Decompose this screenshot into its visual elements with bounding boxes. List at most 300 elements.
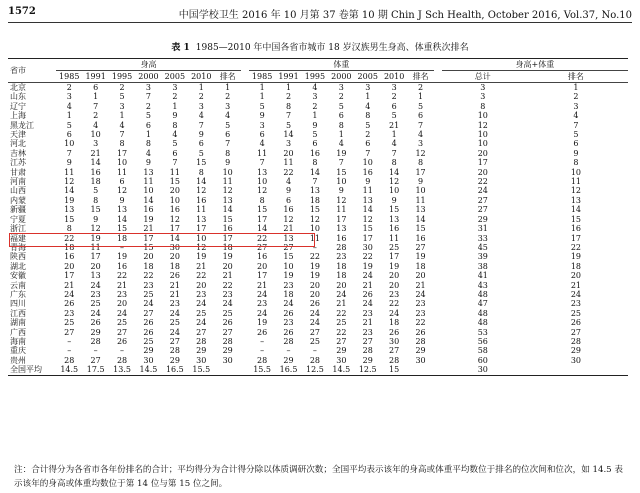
spacer [434, 328, 442, 337]
rank-cell: 30 [143, 355, 154, 365]
rank-cell: 24 [415, 289, 426, 299]
rank-cell: 8 [285, 101, 292, 111]
spacer [434, 215, 442, 224]
rank-cell: 15 [336, 167, 347, 177]
rank-cell: 10 [477, 130, 488, 140]
rank-cell: 28 [570, 336, 581, 346]
rank-cell: 4 [66, 101, 72, 111]
rank-cell: 27 [389, 346, 400, 356]
rank-cell: 1 [573, 83, 579, 92]
rank-cell: 12.5 [355, 365, 381, 375]
rank-cell: 24 [90, 280, 101, 290]
spacer [241, 346, 249, 355]
table-row [8, 177, 628, 186]
rank-cell: 2 [391, 92, 397, 102]
rank-cell: 22 [196, 271, 207, 281]
rank-cell: 23 [143, 280, 154, 290]
province-name: 福建 [10, 233, 26, 243]
rank-cell: 19 [570, 252, 581, 262]
rank-cell: 9 [198, 130, 204, 140]
province-name: 云南 [10, 280, 26, 290]
rank-cell: 5 [172, 139, 178, 149]
weight-col-header: 排名 [407, 71, 433, 83]
table-row [8, 168, 628, 177]
rank-cell: 7 [66, 148, 72, 158]
rank-cell: 6 [391, 101, 397, 111]
rank-cell: 23 [362, 327, 373, 337]
rank-cell: 9 [573, 148, 579, 158]
rank-cell: 17 [116, 148, 128, 158]
rank-cell: 27 [116, 327, 128, 337]
rank-cell: 4 [198, 111, 204, 121]
rank-cell: 4 [573, 111, 579, 121]
highlight-box-neimeng [9, 233, 315, 247]
rank-cell: 3 [66, 92, 72, 102]
combined-col-header: 排名 [524, 71, 628, 83]
rank-cell: 5 [365, 120, 371, 130]
spacer [241, 158, 249, 167]
spacer [434, 139, 442, 148]
spacer [434, 149, 442, 158]
rank-cell: 6 [259, 130, 265, 140]
rank-cell: 6 [93, 83, 99, 92]
rank-cell: 13 [90, 271, 101, 281]
rank-cell: 14 [116, 214, 128, 224]
rank-cell: 2 [418, 83, 424, 92]
rank-cell: 11 [415, 195, 426, 205]
rank-cell: 9 [365, 177, 371, 187]
rank-cell: 12 [389, 177, 400, 187]
rank-cell: 14 [64, 186, 75, 196]
rank-cell: 3 [480, 83, 486, 92]
rank-cell: 4 [259, 139, 265, 149]
height-col-header: 2000 [135, 71, 161, 83]
rank-cell: 16 [309, 148, 321, 158]
rank-cell: 11 [64, 167, 75, 177]
rank-cell: 23 [415, 308, 426, 318]
rank-cell: 3 [418, 139, 424, 149]
rank-cell: 21 [196, 261, 207, 271]
rank-cell: 5 [338, 101, 344, 111]
rank-cell: 60 [477, 355, 488, 365]
rank-cell: 23 [415, 299, 426, 309]
rank-cell: 26 [389, 327, 400, 337]
rank-cell [407, 365, 433, 375]
rank-cell: 19 [64, 195, 75, 205]
rank-cell: 22 [336, 308, 347, 318]
table-row [8, 346, 628, 355]
rank-cell: 21 [570, 280, 581, 290]
rank-cell: 10 [389, 186, 400, 196]
rank-cell: 8 [418, 158, 424, 168]
spacer [434, 365, 442, 375]
rank-cell: 4 [312, 83, 318, 92]
rank-cell: 16 [389, 224, 400, 234]
rank-cell: 25 [196, 308, 207, 318]
rank-cell: 1 [172, 101, 178, 111]
province-name: 内蒙 [10, 195, 26, 205]
rank-cell: 16 [169, 205, 180, 215]
rank-cell [524, 365, 628, 375]
rank-cell: 8 [365, 111, 371, 121]
rank-cell: 9 [172, 111, 178, 121]
rank-cell: 12 [415, 148, 426, 158]
rank-cell: 5 [312, 130, 318, 140]
rank-cell: 3 [172, 83, 178, 92]
spacer [434, 299, 442, 308]
rank-cell: 21 [389, 120, 400, 130]
rank-cell: 12 [336, 195, 347, 205]
province-name: 广西 [10, 327, 26, 337]
province-name: 四川 [10, 299, 26, 309]
rank-cell: 15 [362, 224, 373, 234]
spacer [434, 130, 442, 139]
rank-cell: 17 [143, 233, 154, 243]
rank-cell: 13 [389, 214, 400, 224]
rank-cell: 20 [169, 252, 180, 262]
rank-cell: 18 [309, 195, 321, 205]
rank-cell: 2 [198, 92, 204, 102]
rank-cell: 27 [283, 242, 294, 252]
rank-cell: 14.5 [135, 365, 161, 375]
rank-cell: 26 [222, 318, 233, 328]
rank-cell: 26 [257, 327, 268, 337]
rank-cell: 7 [259, 158, 265, 168]
rank-cell: 17 [570, 233, 581, 243]
rank-cell: 10 [196, 233, 207, 243]
rank-cell: 22 [143, 271, 154, 281]
spacer [241, 149, 249, 158]
rank-cell: 10 [415, 186, 426, 196]
table-row [8, 121, 628, 130]
rank-cell: 26 [362, 289, 373, 299]
rank-cell: 23 [116, 289, 128, 299]
rank-cell: 15 [90, 205, 101, 215]
rank-cell: 28 [415, 336, 426, 346]
rank-cell: 30 [415, 355, 426, 365]
combined-group-header: 身高+体重 [442, 59, 628, 71]
rank-cell: – [67, 346, 72, 356]
rank-cell: 2 [365, 130, 371, 140]
rank-cell: 13 [283, 233, 294, 243]
header-row-years [8, 71, 628, 83]
rank-cell: 26 [116, 336, 128, 346]
rank-cell: 22 [389, 299, 400, 309]
rank-cell: 7 [172, 158, 178, 168]
rank-cell: 15 [570, 214, 581, 224]
spacer [241, 205, 249, 214]
spacer [434, 196, 442, 205]
rank-cell: 29 [143, 346, 154, 356]
rank-cell: 12 [257, 186, 268, 196]
rank-cell: 15 [222, 214, 233, 224]
rank-cell: 9 [285, 186, 292, 196]
rank-cell: 15 [64, 214, 75, 224]
table-row [8, 337, 628, 346]
rank-cell: 21 [169, 280, 180, 290]
rank-cell: 27 [362, 336, 373, 346]
spacer [434, 205, 442, 214]
rank-cell: 3 [312, 92, 318, 102]
province-header: 省市 [8, 59, 56, 83]
rank-cell: 4 [285, 177, 292, 187]
rank-cell: 17 [477, 158, 488, 168]
rank-cell: 16 [570, 224, 581, 234]
height-col-header: 1995 [109, 71, 135, 83]
rank-cell: 14 [415, 214, 426, 224]
rank-cell: 15 [143, 242, 154, 252]
rank-cell: 29 [90, 327, 101, 337]
spacer [241, 290, 249, 299]
rank-cell: 21 [257, 280, 268, 290]
table-row [8, 309, 628, 318]
rank-cell: 14 [169, 233, 180, 243]
rank-cell: 15 [196, 158, 207, 168]
rank-cell: 27 [309, 327, 321, 337]
rank-cell: 14.5 [56, 365, 82, 375]
rank-cell: 12 [196, 186, 207, 196]
rank-cell: 56 [477, 336, 488, 346]
rank-cell: 24 [477, 186, 488, 196]
province-name: 湖北 [10, 261, 26, 271]
spacer [241, 71, 249, 83]
rank-cell: 16 [222, 224, 233, 234]
rank-cell: 13 [570, 195, 581, 205]
rank-cell: 48 [477, 308, 488, 318]
rank-cell: 7 [391, 148, 397, 158]
spacer [241, 365, 249, 375]
rank-cell: – [93, 346, 98, 356]
rank-cell: 8 [259, 195, 265, 205]
province-name: 广东 [10, 289, 26, 299]
rank-cell: 10 [283, 261, 294, 271]
rank-cell: 4 [225, 111, 231, 121]
rank-cell: 27 [196, 327, 207, 337]
rank-cell: 9 [312, 120, 318, 130]
rank-cell: 1 [225, 83, 231, 92]
rank-cell: 11 [222, 177, 233, 187]
rank-cell: 12 [169, 214, 180, 224]
rank-cell: 16 [283, 205, 294, 215]
rank-cell: 21 [362, 280, 373, 290]
rank-cell: 16 [415, 233, 426, 243]
rank-cell: 11 [389, 233, 400, 243]
rank-cell: 22 [116, 271, 128, 281]
rank-cell: 9 [145, 158, 151, 168]
rank-cell: 28 [90, 336, 101, 346]
rank-cell: 21 [143, 224, 154, 234]
rank-cell: 27 [90, 355, 101, 365]
rank-cell: 18 [415, 261, 426, 271]
rank-cell: 6 [418, 111, 424, 121]
table-row [8, 290, 628, 299]
rank-cell: 2 [285, 92, 292, 102]
rank-cell: 15 [309, 205, 321, 215]
spacer [241, 168, 249, 177]
rank-cell: 12 [116, 186, 128, 196]
rank-cell: 24 [362, 299, 373, 309]
rank-cell: 22 [257, 233, 268, 243]
rank-cell: 24 [64, 289, 75, 299]
rank-cell: 25 [143, 289, 154, 299]
table-row [8, 205, 628, 214]
spacer [434, 309, 442, 318]
rank-cell: 13 [336, 224, 347, 234]
spacer [434, 83, 442, 93]
spacer [241, 299, 249, 308]
rank-cell: 16 [196, 195, 207, 205]
rank-cell: 27 [64, 327, 75, 337]
rank-cell: 2 [93, 111, 99, 121]
rank-cell: 30 [389, 336, 400, 346]
rank-cell: – [120, 346, 125, 356]
rank-cell: 12 [477, 120, 488, 130]
rank-cell: 15 [415, 224, 426, 234]
rank-cell: 19 [283, 271, 294, 281]
rank-cell: 29 [415, 346, 426, 356]
spacer [434, 252, 442, 261]
rank-cell: 22 [477, 177, 488, 187]
spacer [434, 290, 442, 299]
rank-cell: 28 [196, 336, 207, 346]
rank-cell: 24 [222, 299, 233, 309]
rank-cell: 10 [222, 167, 233, 177]
rank-cell: 17 [415, 167, 426, 177]
spacer [241, 318, 249, 327]
table-row [8, 158, 628, 167]
rank-cell: 17 [64, 271, 75, 281]
rank-cell: 20 [64, 261, 75, 271]
height-col-header: 2010 [188, 71, 214, 83]
rank-cell: 47 [477, 299, 488, 309]
table-row [8, 149, 628, 158]
rank-cell: 33 [477, 233, 488, 243]
rank-cell: 11 [362, 186, 373, 196]
rank-cell: 24 [143, 299, 154, 309]
rank-cell: 3 [285, 139, 292, 149]
rank-cell: 28 [389, 355, 400, 365]
rank-cell: 23 [283, 318, 294, 328]
rank-cell: 19 [116, 252, 128, 262]
rank-cell: 12 [90, 224, 101, 234]
rank-cell: 20 [196, 280, 207, 290]
weight-col-header: 1991 [275, 71, 301, 83]
rank-cell: 1 [145, 130, 151, 140]
rank-cell: 3 [259, 120, 265, 130]
rank-cell: – [286, 346, 291, 356]
rank-cell: 14 [196, 177, 207, 187]
spacer [241, 271, 249, 280]
table-row [8, 186, 628, 195]
rank-cell: 7 [285, 111, 292, 121]
rank-cell: 13 [64, 205, 75, 215]
rank-cell: 20 [415, 271, 426, 281]
rank-cell: 1 [198, 83, 204, 92]
rank-cell: 18 [222, 242, 233, 252]
rank-cell: 26 [283, 308, 294, 318]
rank-cell: 19 [336, 148, 347, 158]
rank-cell: 23 [90, 289, 101, 299]
rank-cell: 28 [362, 346, 373, 356]
rank-cell: 53 [477, 327, 488, 337]
rank-cell: 9 [338, 186, 344, 196]
rank-cell: 7 [145, 92, 151, 102]
rank-cell: 28 [283, 336, 294, 346]
rank-cell: 22 [570, 242, 581, 252]
rank-cell: 25 [90, 299, 101, 309]
rank-cell: 29 [196, 346, 207, 356]
spacer [241, 111, 249, 120]
rank-cell: 4 [119, 120, 125, 130]
rank-cell: 13 [362, 195, 373, 205]
rank-cell: 20 [309, 289, 321, 299]
rank-cell: 26 [64, 299, 75, 309]
rank-cell: 16 [90, 167, 101, 177]
rank-cell: 16.5 [275, 365, 301, 375]
province-name: 陕西 [10, 252, 26, 262]
rank-cell: 6 [285, 195, 292, 205]
rank-cell: 48 [477, 318, 488, 328]
spacer [434, 243, 442, 252]
rank-cell: 3 [93, 139, 99, 149]
rank-cell: 23 [169, 299, 180, 309]
rank-cell: 5 [198, 148, 204, 158]
rank-cell: 20 [143, 252, 154, 262]
province-name: 安徽 [10, 271, 26, 281]
spacer [241, 328, 249, 337]
rank-cell: 4 [391, 139, 397, 149]
rank-cell: 41 [477, 271, 488, 281]
rank-cell: 19 [90, 233, 101, 243]
rank-cell: 23 [196, 289, 207, 299]
rank-cell: 15 [257, 205, 268, 215]
height-col-header: 2005 [162, 71, 188, 83]
spacer [241, 252, 249, 261]
province-name: 河南 [10, 177, 26, 187]
rank-cell: 23 [389, 289, 400, 299]
spacer [434, 234, 442, 243]
rank-cell: 16.5 [162, 365, 188, 375]
rank-cell: 29 [169, 355, 180, 365]
rank-cell: 9 [119, 195, 125, 205]
rank-cell: 4 [145, 148, 151, 158]
rank-cell: 7 [418, 120, 424, 130]
spacer [434, 262, 442, 271]
rank-cell: 22 [336, 327, 347, 337]
rank-cell: 2 [119, 83, 125, 92]
rank-cell: 11 [257, 148, 268, 158]
spacer [434, 121, 442, 130]
rank-cell: 1 [391, 130, 397, 140]
rank-cell: 26 [143, 327, 154, 337]
spacer [434, 186, 442, 195]
weight-col-header: 2005 [355, 71, 381, 83]
rank-cell: 13 [143, 167, 154, 177]
table-row [8, 356, 628, 365]
rank-cell: 7 [573, 120, 579, 130]
rank-cell: 16 [143, 205, 154, 215]
rank-cell: 20 [283, 148, 294, 158]
rank-cell: 18 [283, 289, 294, 299]
spacer [241, 186, 249, 195]
rank-cell: 25 [64, 318, 75, 328]
table-caption-text: 1985—2010 年中国各省市城市 18 岁汉族男生身高、体重秩次排名 [195, 43, 469, 53]
rank-cell: 17 [196, 224, 207, 234]
rank-cell: 12 [283, 214, 294, 224]
rank-cell: 28 [257, 355, 268, 365]
rank-cell: 8 [225, 148, 231, 158]
rank-cell: 6 [198, 139, 204, 149]
